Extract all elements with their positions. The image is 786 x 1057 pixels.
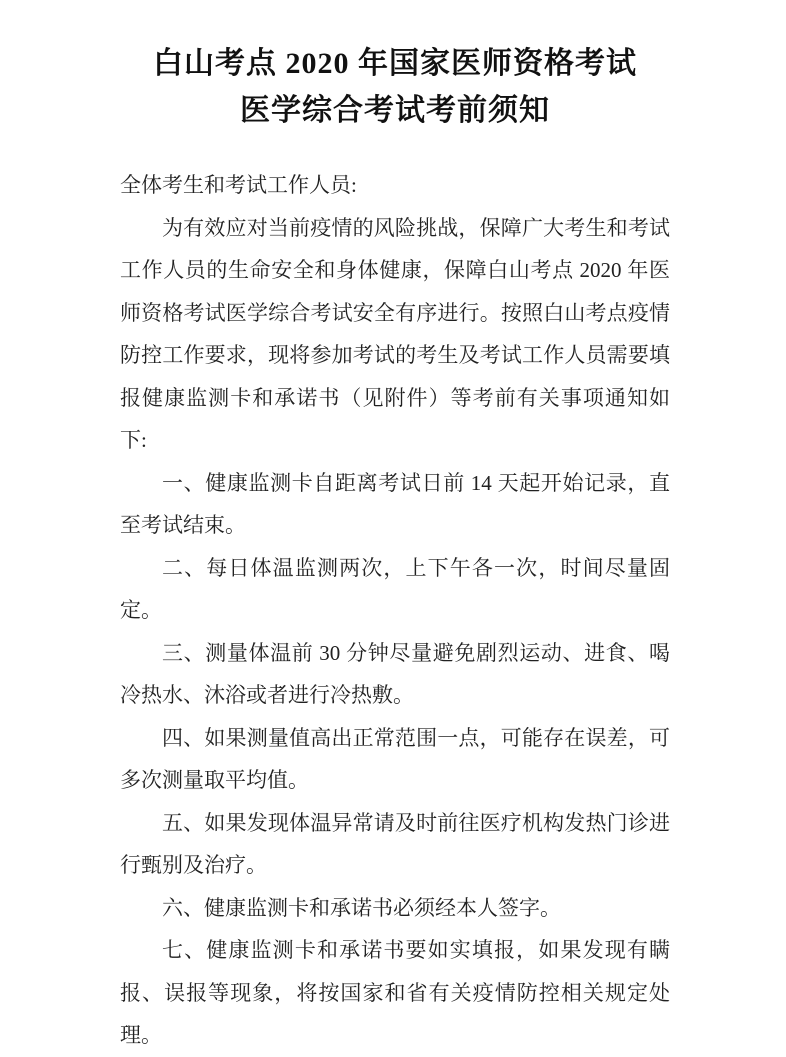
notice-item-2: 二、每日体温监测两次，上下午各一次，时间尽量固定。 [120, 555, 670, 622]
page-title [120, 40, 670, 134]
page-title-line-1: 白山考点 2020 年国家医师资格考试 [153, 47, 637, 80]
notice-item-3: 三、测量体温前 30 分钟尽量避免剧烈运动、进食、喝冷热水、沐浴或者进行冷热敷。 [120, 640, 670, 707]
salutation: 全体考生和考试工作人员: [120, 173, 357, 197]
document-body [120, 164, 670, 1057]
page-title-line-2: 医学综合考试考前须知 [240, 94, 550, 127]
notice-item-6: 六、健康监测卡和承诺书必须经本人签字。 [162, 895, 561, 920]
notice-item-7: 七、健康监测卡和承诺书要如实填报，如果发现有瞒报、误报等现象，将按国家和省有关疫情防控相关规定处理。 [120, 938, 670, 1047]
notice-item-4: 四、如果测量值高出正常范围一点，可能存在误差，可多次测量取平均值。 [120, 725, 670, 792]
notice-item-5: 五、如果发现体温异常请及时前往医疗机构发热门诊进行甄别及治疗。 [120, 810, 670, 877]
notice-item-1: 一、健康监测卡自距离考试日前 14 天起开始记录，直至考试结束。 [120, 470, 670, 537]
intro-paragraph: 为有效应对当前疫情的风险挑战，保障广大考生和考试工作人员的生命安全和身体健康，保障白山考点 2020 年医师资格考试医学综合考试安全有序进行。按照白山考点疫情防控工作要求，现将参加考试的考生及考试工作人员需要填报健康监测卡和承诺书（见附件）等考前有关事项通知如下: [120, 215, 670, 452]
